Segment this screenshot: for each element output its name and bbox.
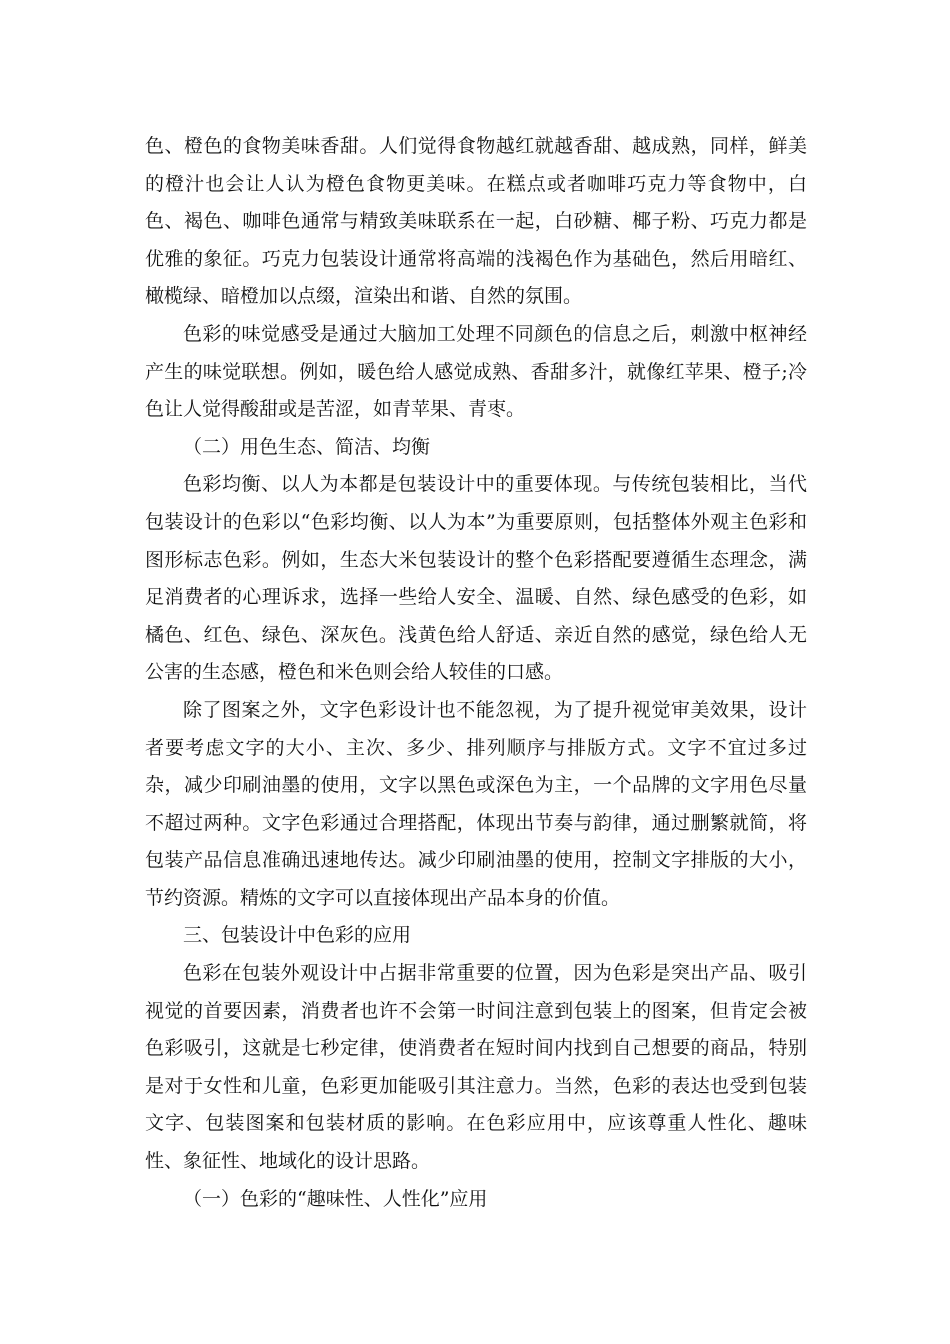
- section-heading-ecological-color: （二）用色生态、简洁、均衡: [183, 435, 431, 458]
- paragraph-food-color-continuation: 色、橙色的食物美味香甜。人们觉得食物越红就越香甜、越成熟，同样，鲜美的橙汁也会让人认为橙色食物更美味。在糕点或者咖啡巧克力等食物中，白色、褐色、咖啡色通常与精致美味联系在一起，白砂糖、椰子粉、巧克力都是优雅的象征。巧克力包装设计通常将高端的浅褐色作为基础色，然后用暗红、橄榄绿、暗橙加以点缀，渲染出和谐、自然的氛围。: [145, 135, 807, 308]
- section-heading-fun-humanized: （一）色彩的“趣味性、人性化”应用: [183, 1187, 488, 1210]
- document-page: [145, 128, 807, 1218]
- paragraph-color-balance: 色彩均衡、以人为本都是包装设计中的重要体现。与传统包装相比，当代包装设计的色彩以“色彩均衡、以人为本”为重要原则，包括整体外观主色彩和图形标志色彩。例如，生态大米包装设计的整个色彩搭配要遵循生态理念，满足消费者的心理诉求，选择一些给人安全、温暖、自然、绿色感受的色彩，如橘色、红色、绿色、深灰色。浅黄色给人舒适、亲近自然的感觉，绿色给人无公害的生态感，橙色和米色则会给人较佳的口感。: [145, 473, 807, 684]
- paragraph-color-importance: 色彩在包装外观设计中占据非常重要的位置，因为色彩是突出产品、吸引视觉的首要因素，消费者也许不会第一时间注意到包装上的图案，但肯定会被色彩吸引，这就是七秒定律，使消费者在短时间内找到自己想要的商品，特别是对于女性和儿童，色彩更加能吸引其注意力。当然，色彩的表达也受到包装文字、包装图案和包装材质的影响。在色彩应用中，应该尊重人性化、趣味性、象征性、地域化的设计思路。: [145, 962, 807, 1173]
- paragraph-text-color-design: 除了图案之外，文字色彩设计也不能忽视，为了提升视觉审美效果，设计者要考虑文字的大小、主次、多少、排列顺序与排版方式。文字不宜过多过杂，减少印刷油墨的使用，文字以黑色或深色为主，一个品牌的文字用色尽量不超过两种。文字色彩通过合理搭配，体现出节奏与韵律，通过删繁就简，将包装产品信息准确迅速地传达。减少印刷油墨的使用，控制文字排版的大小，节约资源。精炼的文字可以直接体现出产品本身的价值。: [145, 698, 807, 909]
- section-heading-color-application: 三、包装设计中色彩的应用: [183, 924, 412, 947]
- paragraph-taste-perception: 色彩的味觉感受是通过大脑加工处理不同颜色的信息之后，刺激中枢神经产生的味觉联想。例如，暖色给人感觉成熟、香甜多汁，就像红苹果、橙子;冷色让人觉得酸甜或是苦涩，如青苹果、青枣。: [145, 322, 807, 421]
